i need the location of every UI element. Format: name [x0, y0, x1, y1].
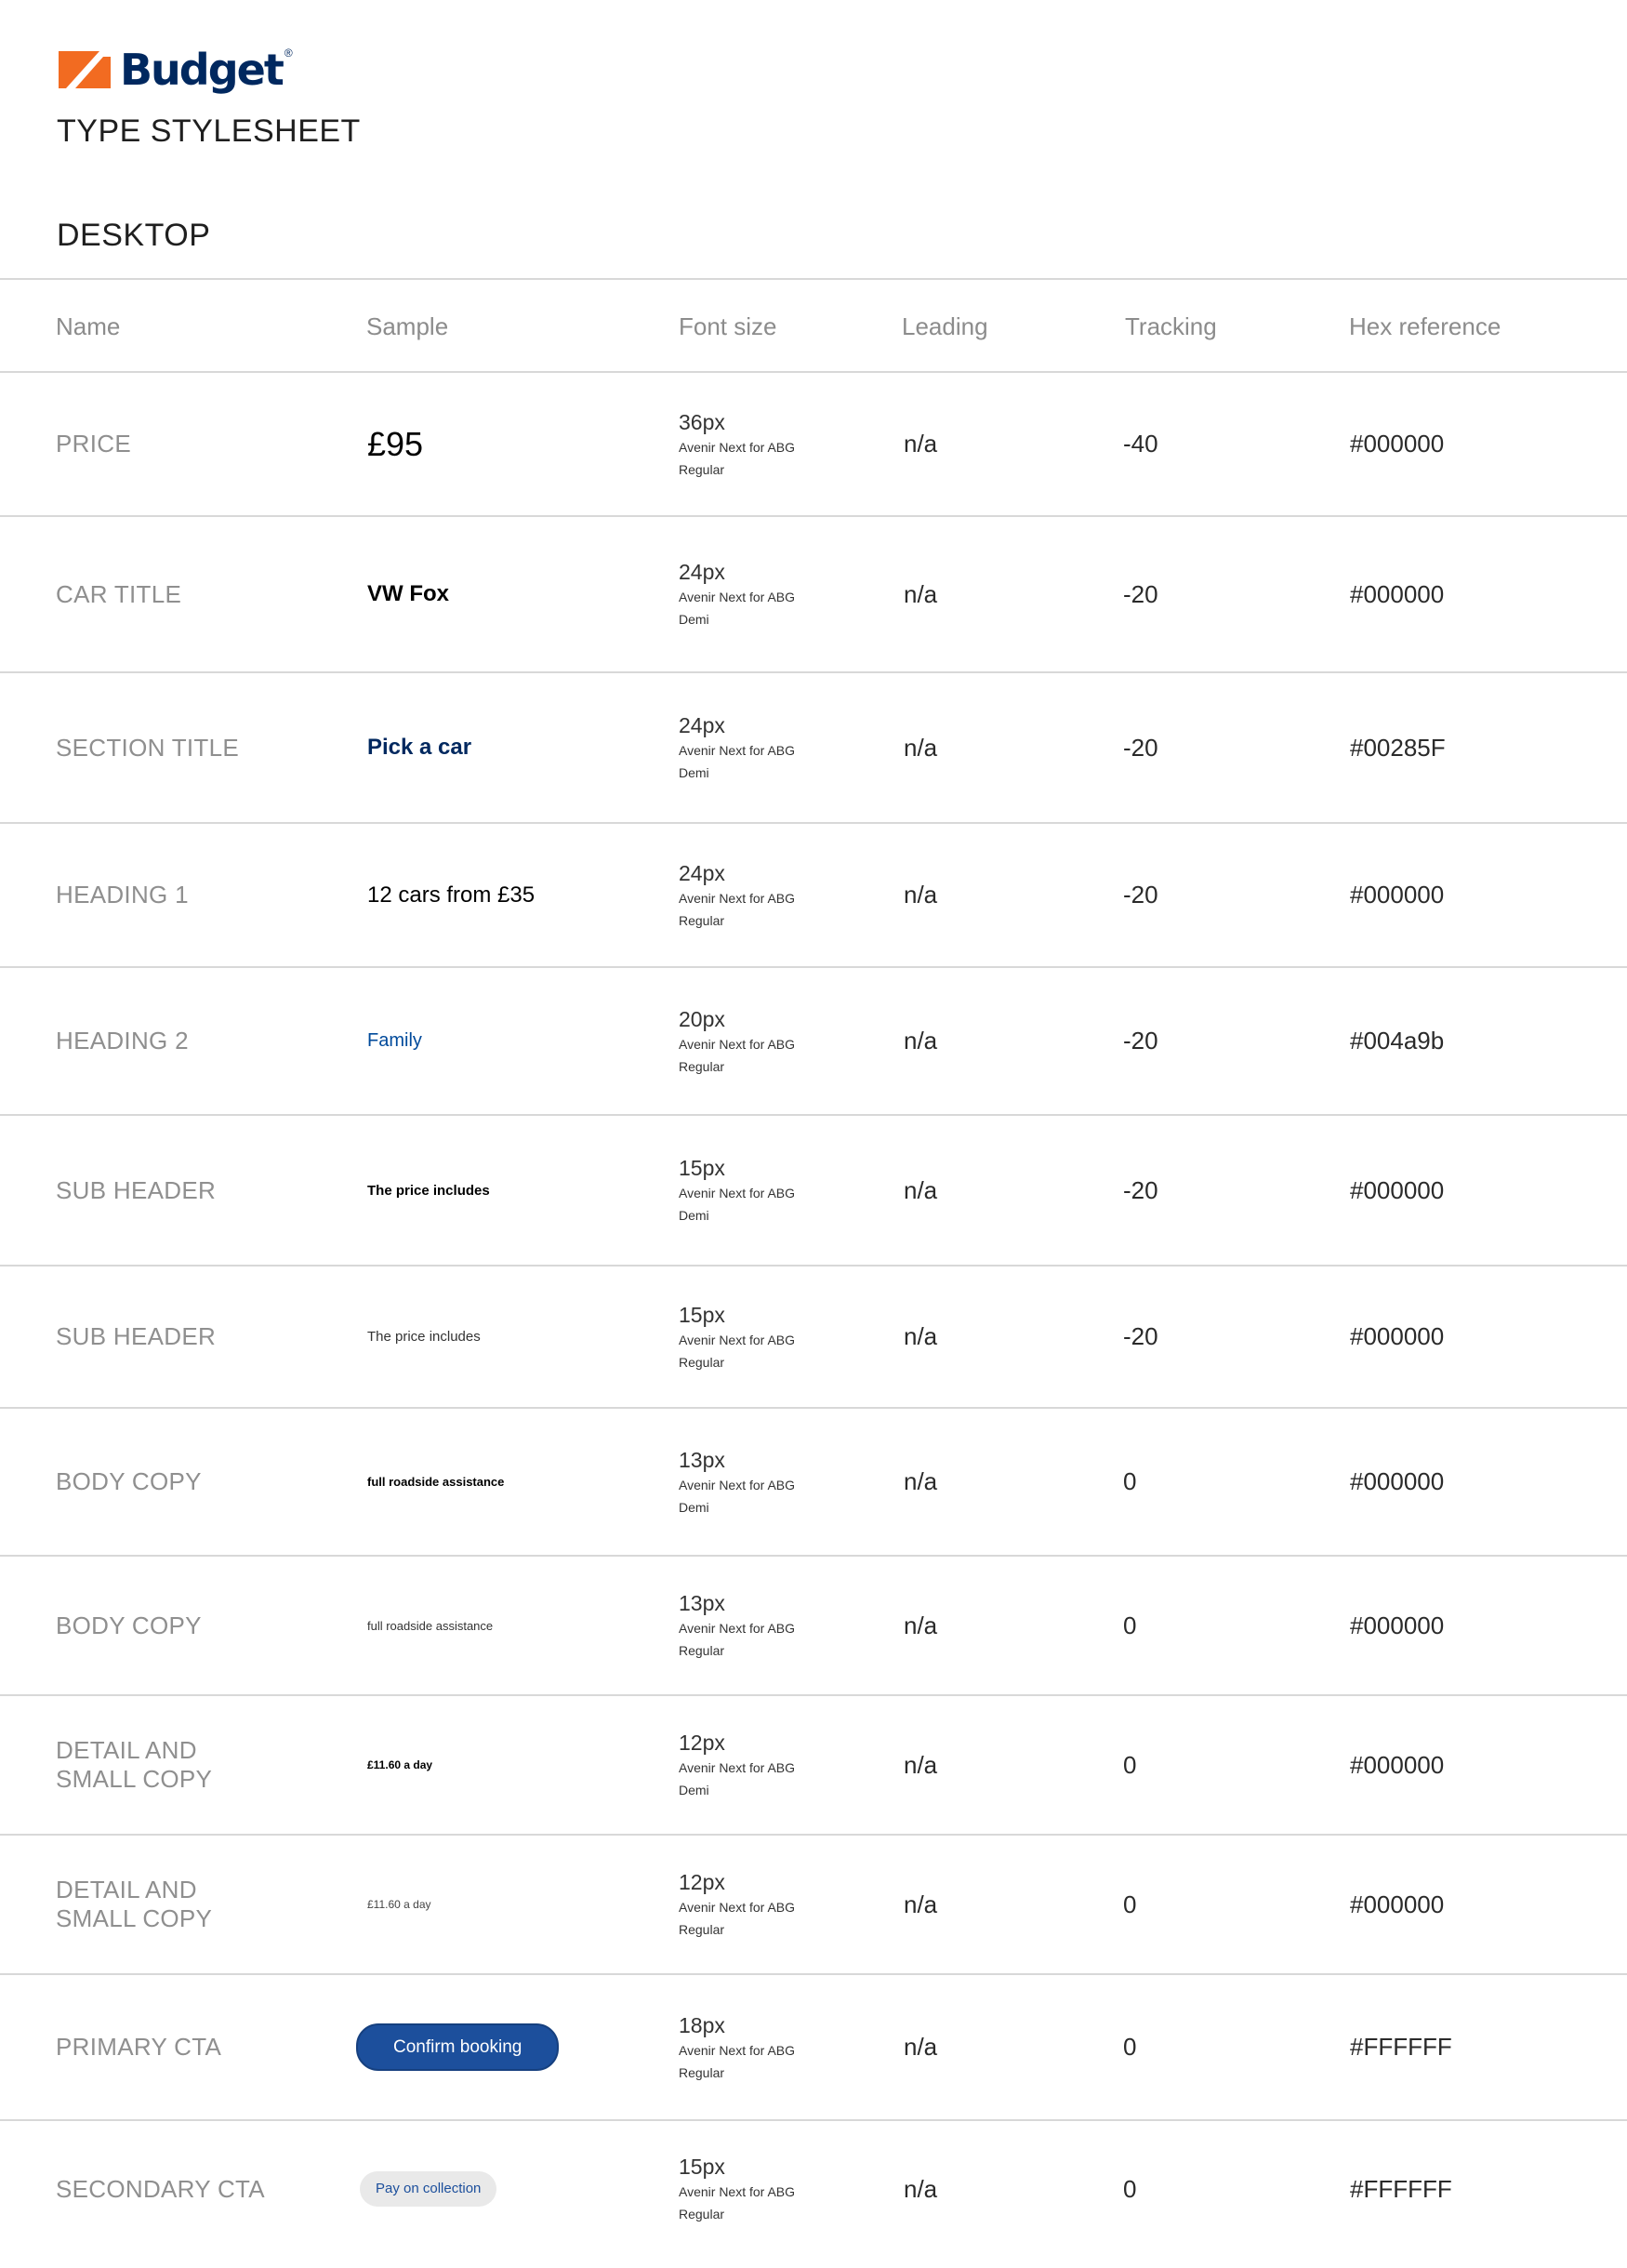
row-name: SUB HEADER	[56, 1175, 217, 1204]
font-family: Avenir Next for ABG	[679, 1186, 796, 1200]
table-row-primary-cta	[0, 1975, 1627, 2121]
table-row-body-copy-regular	[0, 1557, 1627, 1696]
font-family: Avenir Next for ABG	[679, 1760, 796, 1775]
table-row-sub-header-regular	[0, 1267, 1627, 1409]
budget-logo-wordmark: Budget	[120, 45, 283, 95]
column-header-font-size: Font size	[679, 312, 777, 340]
tracking-value: 0	[1123, 1890, 1137, 1918]
font-family: Avenir Next for ABG	[679, 590, 796, 604]
font-family: Avenir Next for ABG	[679, 743, 796, 758]
tracking-value: 0	[1123, 1611, 1137, 1639]
font-family: Avenir Next for ABG	[679, 1621, 796, 1636]
font-weight: Regular	[679, 461, 725, 477]
row-name: DETAIL AND SMALL COPY	[56, 1876, 213, 1932]
hex-value: #000000	[1350, 1322, 1445, 1350]
tracking-value: 0	[1123, 2174, 1137, 2203]
leading-value: n/a	[904, 1890, 938, 1918]
font-size-value: 12px	[679, 1870, 725, 1894]
sample-body-copy-regular: full roadside assistance	[367, 1618, 494, 1633]
column-header-hex: Hex reference	[1349, 312, 1501, 340]
hex-value: #004a9b	[1350, 1027, 1445, 1054]
font-size-value: 15px	[679, 1156, 725, 1180]
sample-heading-2: Family	[367, 1030, 422, 1051]
row-name: HEADING 1	[56, 881, 189, 909]
font-weight: Regular	[679, 2064, 725, 2080]
table-row-detail-small-regular	[0, 1836, 1627, 1975]
font-size-value: 18px	[679, 2012, 725, 2037]
row-name: PRICE	[56, 430, 131, 458]
row-name: SECONDARY CTA	[56, 2174, 265, 2203]
font-weight: Demi	[679, 1783, 709, 1797]
font-weight: Regular	[679, 1643, 725, 1658]
leading-value: n/a	[904, 1027, 938, 1054]
sample-sub-header-demi: The price includes	[367, 1182, 490, 1199]
font-weight: Demi	[679, 1208, 709, 1223]
table-row-heading-2	[0, 968, 1627, 1116]
leading-value: n/a	[904, 733, 938, 762]
font-family: Avenir Next for ABG	[679, 1332, 796, 1347]
table-row-car-title	[0, 517, 1627, 673]
sample-detail-small-demi: £11.60 a day	[367, 1758, 433, 1771]
hex-value: #000000	[1350, 1467, 1445, 1495]
sample-car-title: VW Fox	[367, 581, 449, 606]
tracking-value: 0	[1123, 2033, 1137, 2061]
sample-sub-header-regular: The price includes	[367, 1329, 481, 1345]
section-title: DESKTOP	[57, 218, 211, 253]
hex-value: #00285F	[1350, 733, 1446, 762]
row-name: HEADING 2	[56, 1027, 189, 1054]
table-row-heading-1	[0, 824, 1627, 968]
hex-value: #000000	[1350, 1750, 1445, 1779]
font-family: Avenir Next for ABG	[679, 1036, 796, 1052]
font-weight: Demi	[679, 1499, 709, 1515]
leading-value: n/a	[904, 2174, 938, 2203]
hex-value: #FFFFFF	[1350, 2174, 1452, 2203]
font-weight: Demi	[679, 765, 709, 780]
column-header-sample: Sample	[366, 312, 449, 340]
tracking-value: -20	[1123, 733, 1158, 762]
leading-value: n/a	[904, 430, 938, 458]
budget-logo-mark	[57, 51, 112, 88]
tracking-value: 0	[1123, 1467, 1137, 1495]
row-name: SUB HEADER	[56, 1322, 217, 1350]
table-row-section-title	[0, 673, 1627, 824]
row-name: PRIMARY CTA	[56, 2033, 222, 2061]
table-row-detail-small-demi	[0, 1696, 1627, 1836]
sample-heading-1: 12 cars from £35	[367, 882, 536, 908]
font-size-value: 36px	[679, 409, 725, 434]
hex-value: #000000	[1350, 430, 1445, 458]
table-row-sub-header-demi	[0, 1116, 1627, 1267]
hex-value: #000000	[1350, 579, 1445, 608]
table-row-secondary-cta	[0, 2121, 1627, 2257]
font-family: Avenir Next for ABG	[679, 2184, 796, 2199]
table-row-body-copy-demi	[0, 1409, 1627, 1557]
type-stylesheet-table	[0, 278, 1627, 2257]
font-weight: Regular	[679, 2207, 725, 2222]
tracking-value: -20	[1123, 1175, 1158, 1204]
font-family: Avenir Next for ABG	[679, 1477, 796, 1492]
registered-mark: ®	[284, 46, 293, 60]
font-size-value: 12px	[679, 1731, 725, 1755]
confirm-booking-button[interactable]: Confirm booking	[356, 2023, 559, 2071]
hex-value: #000000	[1350, 1175, 1445, 1204]
font-weight: Regular	[679, 912, 725, 928]
tracking-value: -20	[1123, 579, 1158, 608]
font-size-value: 13px	[679, 1591, 725, 1615]
font-size-value: 15px	[679, 2155, 725, 2179]
tracking-value: -20	[1123, 1322, 1158, 1350]
hex-value: #000000	[1350, 1611, 1445, 1639]
tracking-value: -40	[1123, 430, 1158, 458]
pay-on-collection-button[interactable]: Pay on collection	[360, 2171, 496, 2207]
leading-value: n/a	[904, 881, 938, 909]
font-size-value: 13px	[679, 1447, 725, 1472]
font-family: Avenir Next for ABG	[679, 439, 796, 455]
sample-section-title: Pick a car	[367, 735, 472, 760]
font-weight: Regular	[679, 1922, 725, 1937]
row-name: CAR TITLE	[56, 579, 182, 608]
column-header-tracking: Tracking	[1125, 312, 1217, 340]
font-size-value: 24px	[679, 860, 725, 885]
font-size-value: 24px	[679, 560, 725, 584]
budget-logo	[57, 41, 293, 99]
font-weight: Regular	[679, 1354, 725, 1370]
leading-value: n/a	[904, 2033, 938, 2061]
column-header-leading: Leading	[902, 312, 988, 340]
tracking-value: -20	[1123, 881, 1158, 909]
hex-value: #FFFFFF	[1350, 2033, 1452, 2061]
leading-value: n/a	[904, 1611, 938, 1639]
font-family: Avenir Next for ABG	[679, 1900, 796, 1915]
sample-body-copy-demi: full roadside assistance	[367, 1475, 505, 1489]
column-header-name: Name	[56, 312, 121, 340]
font-size-value: 24px	[679, 713, 725, 737]
leading-value: n/a	[904, 1467, 938, 1495]
row-name: DETAIL AND SMALL COPY	[56, 1736, 213, 1793]
hex-value: #000000	[1350, 1890, 1445, 1918]
row-name: BODY COPY	[56, 1467, 202, 1495]
leading-value: n/a	[904, 1175, 938, 1204]
font-weight: Regular	[679, 1058, 725, 1074]
document-title: TYPE STYLESHEET	[57, 113, 361, 149]
row-name: BODY COPY	[56, 1611, 202, 1639]
hex-value: #000000	[1350, 881, 1445, 909]
leading-value: n/a	[904, 579, 938, 608]
sample-detail-small-regular: £11.60 a day	[367, 1898, 431, 1911]
table-row-price	[0, 373, 1627, 517]
font-size-value: 20px	[679, 1006, 725, 1031]
tracking-value: 0	[1123, 1750, 1137, 1779]
tracking-value: -20	[1123, 1027, 1158, 1054]
font-size-value: 15px	[679, 1302, 725, 1327]
leading-value: n/a	[904, 1750, 938, 1779]
sample-price: £95	[367, 424, 424, 463]
row-name: SECTION TITLE	[56, 733, 240, 762]
font-family: Avenir Next for ABG	[679, 2042, 796, 2058]
leading-value: n/a	[904, 1322, 938, 1350]
table-header-row	[0, 280, 1627, 373]
font-weight: Demi	[679, 612, 709, 627]
font-family: Avenir Next for ABG	[679, 890, 796, 906]
